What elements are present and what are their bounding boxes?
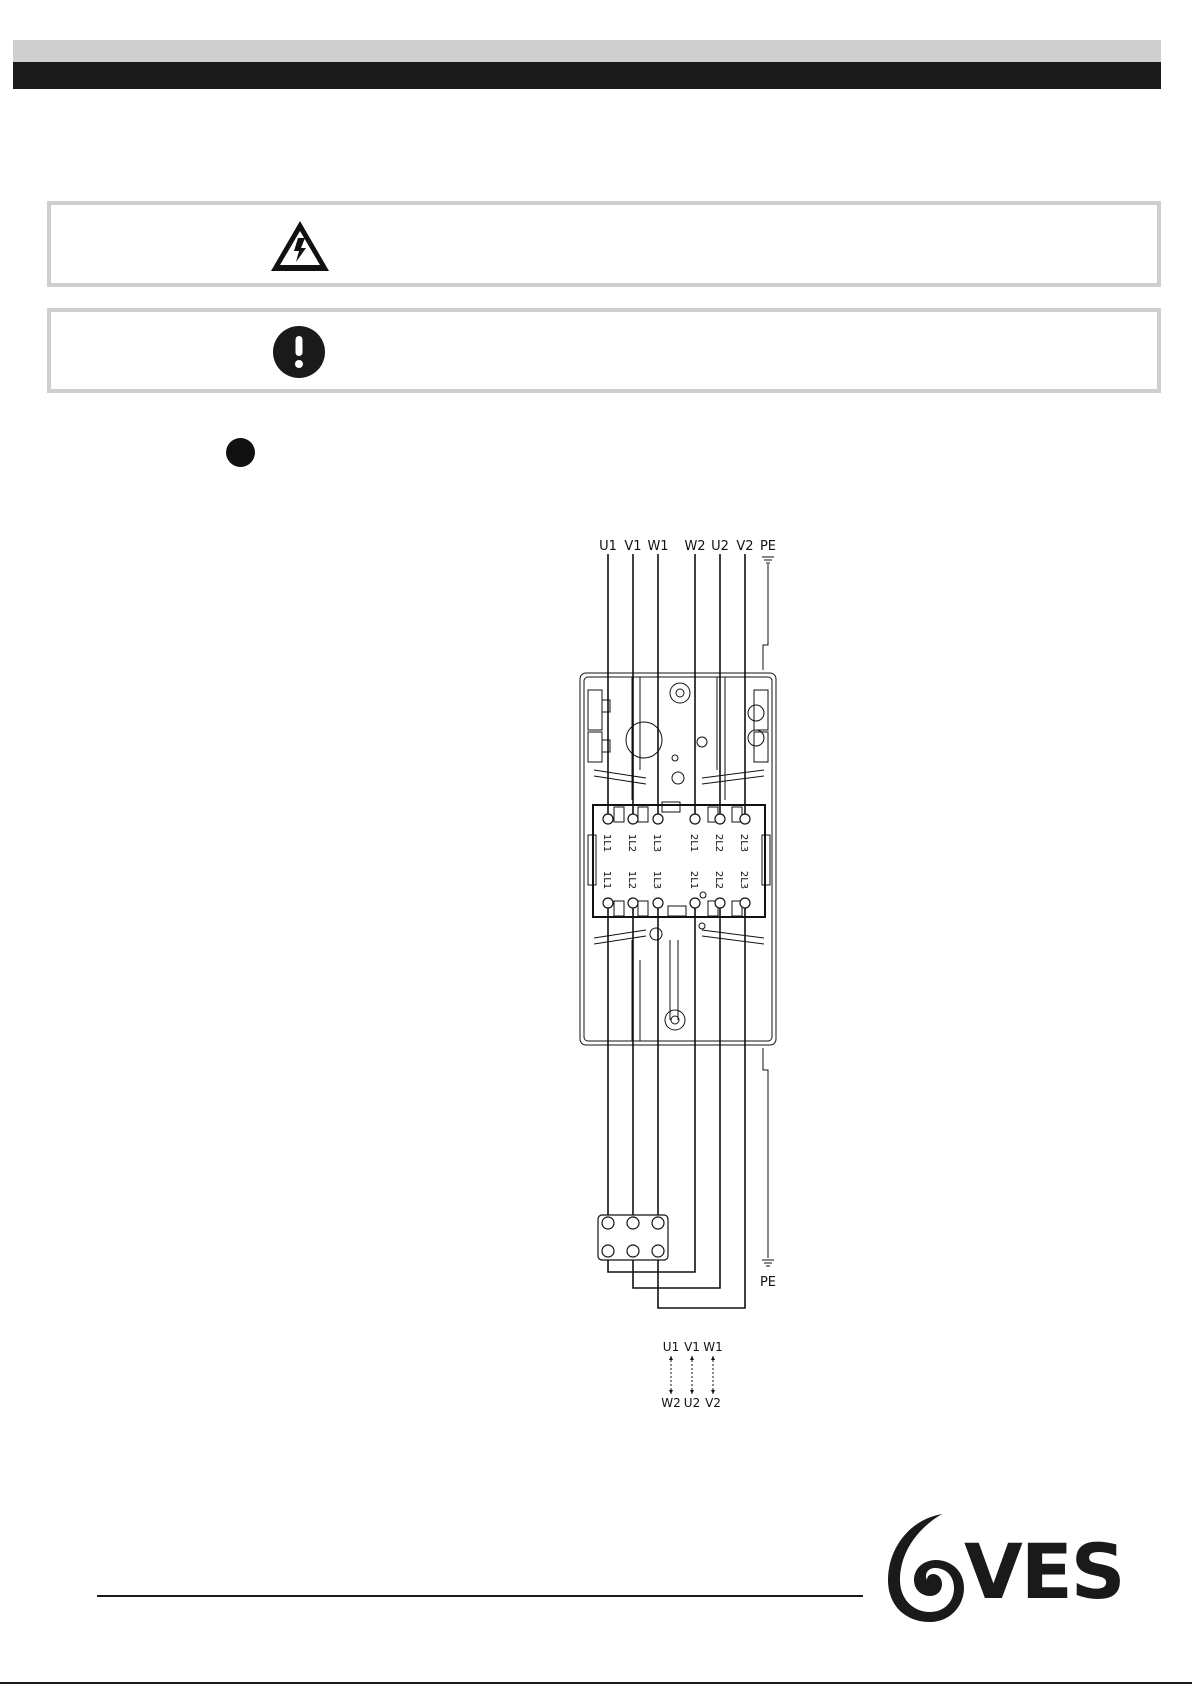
label-pe-top: PE (759, 539, 777, 554)
label-v2: V2 (736, 539, 754, 554)
label-v1: V1 (624, 539, 642, 554)
footer-rule (97, 1595, 863, 1597)
motor-terminal-block (598, 1215, 668, 1260)
bottom-rule (0, 1682, 1192, 1684)
header-band-dark (13, 62, 1161, 89)
terminal-label-2l2-top: 2L2 (713, 833, 724, 853)
logo-text: VES (964, 1527, 1124, 1616)
exclamation-info-icon (271, 324, 327, 385)
pe-ground-top-icon (762, 557, 774, 563)
label-w1: W1 (647, 539, 669, 554)
pe-ground-bottom-icon (762, 1260, 774, 1266)
terminal-label-2l2-bottom: 2L2 (713, 870, 724, 890)
terminal-label-1l1-bottom: 1L1 (601, 870, 612, 890)
swirl-logo-icon (880, 1508, 970, 1628)
high-voltage-warning-icon (268, 218, 332, 279)
connection-legend (661, 1340, 723, 1410)
wiring-diagram (560, 530, 800, 1420)
legend-v1: V1 (684, 1340, 700, 1354)
terminal-label-2l3-top: 2L3 (738, 833, 749, 853)
terminal-label-1l3-top: 1L3 (651, 833, 662, 853)
header-band-light (13, 40, 1161, 62)
legend-u1: U1 (662, 1340, 680, 1354)
terminal-label-1l2-bottom: 1L2 (626, 870, 637, 890)
legend-w2: W2 (661, 1396, 681, 1410)
terminal-label-2l3-bottom: 2L3 (738, 870, 749, 890)
terminal-label-1l2-top: 1L2 (626, 833, 637, 853)
legend-links (671, 1356, 713, 1394)
warning-notice-box (47, 201, 1161, 287)
legend-v2: V2 (705, 1396, 721, 1410)
terminal-label-1l1-top: 1L1 (601, 833, 612, 853)
terminal-label-2l1-bottom: 2L1 (688, 870, 699, 890)
label-pe-bottom: PE (759, 1275, 777, 1290)
step-bullet (226, 438, 255, 467)
legend-w1: W1 (703, 1340, 723, 1354)
label-u2: U2 (711, 539, 729, 554)
info-notice-box (47, 308, 1161, 393)
ves-logo (880, 1508, 1130, 1628)
wires (608, 554, 745, 1308)
terminal-label-1l3-bottom: 1L3 (651, 870, 662, 890)
legend-u2: U2 (683, 1396, 701, 1410)
terminal-label-2l1-top: 2L1 (688, 833, 699, 853)
label-w2: W2 (684, 539, 706, 554)
label-u1: U1 (599, 539, 617, 554)
